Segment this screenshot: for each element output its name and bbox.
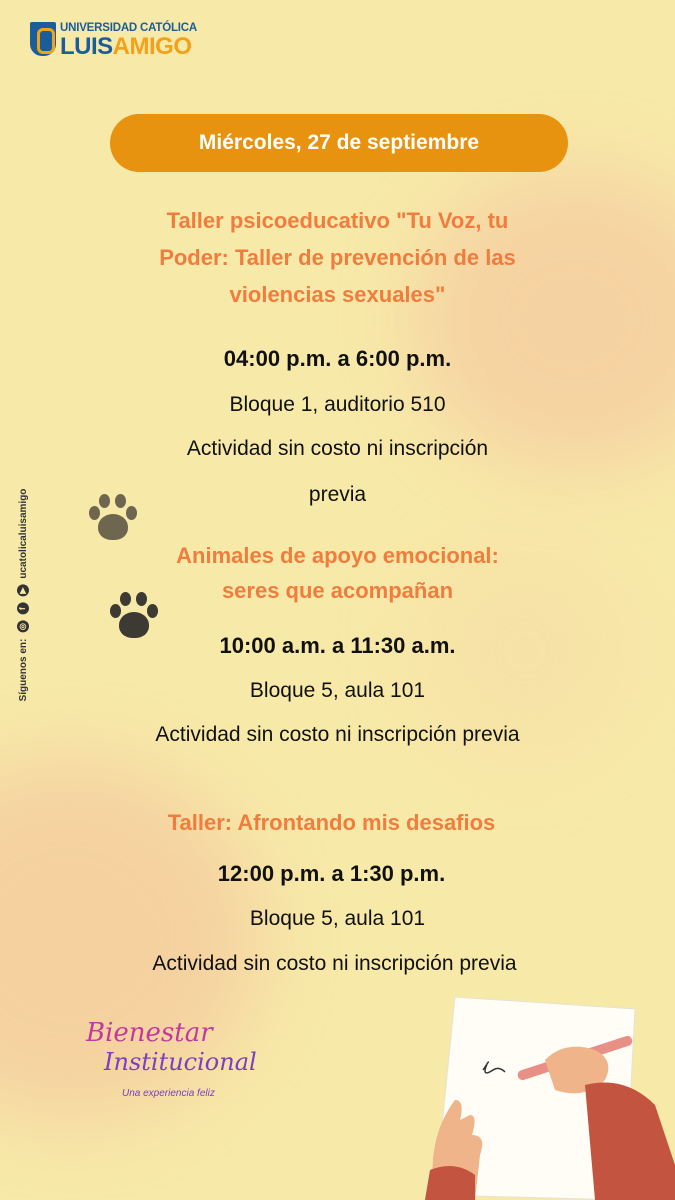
social-handle[interactable]: ucatolicaluisamigo xyxy=(17,488,29,579)
event-3-time: 12:00 p.m. a 1:30 p.m. xyxy=(217,861,446,886)
event-2-title-line-1: Animales de apoyo emocional: xyxy=(176,543,499,568)
facebook-icon[interactable]: f xyxy=(17,603,29,615)
university-logo xyxy=(30,20,210,64)
event-2-place: Bloque 5, aula 101 xyxy=(249,679,426,702)
logo-top-text: UNIVERSIDAD CATÓLICA xyxy=(60,22,197,34)
event-1-title-line-1: Taller psicoeducativo "Tu Voz, tu xyxy=(166,208,509,233)
event-3-place: Bloque 5, aula 101 xyxy=(249,907,426,930)
shield-icon xyxy=(30,22,56,56)
event-1-title-line-2: Poder: Taller de prevención de las xyxy=(159,245,516,270)
logo-brand: LUISAMIGO xyxy=(60,33,192,60)
event-1-title-line-3: violencias sexuales" xyxy=(229,282,446,307)
date-banner: Miércoles, 27 de septiembre xyxy=(110,114,568,172)
event-2-title-line-2: seres que acompañan xyxy=(221,578,454,603)
bienestar-logo: Bienestar Institucional Una experiencia feliz xyxy=(86,1018,257,1099)
event-1-place: Bloque 1, auditorio 510 xyxy=(229,393,446,416)
youtube-icon[interactable]: ▶ xyxy=(17,585,29,597)
writing-hands-illustration xyxy=(395,995,675,1200)
event-3-title: Taller: Afrontando mis desafios xyxy=(167,810,496,835)
instagram-icon[interactable]: ◎ xyxy=(17,621,29,633)
event-2-note: Actividad sin costo ni inscripción previa xyxy=(155,723,520,746)
event-1-note-line-2: previa xyxy=(308,483,367,506)
social-label: Síguenos en: xyxy=(17,638,29,702)
event-3-note: Actividad sin costo ni inscripción previa xyxy=(152,952,517,975)
event-1-note-line-1: Actividad sin costo ni inscripción xyxy=(186,437,489,460)
event-1-time: 04:00 p.m. a 6:00 p.m. xyxy=(223,346,452,371)
event-2-time: 10:00 a.m. a 11:30 a.m. xyxy=(219,633,456,658)
